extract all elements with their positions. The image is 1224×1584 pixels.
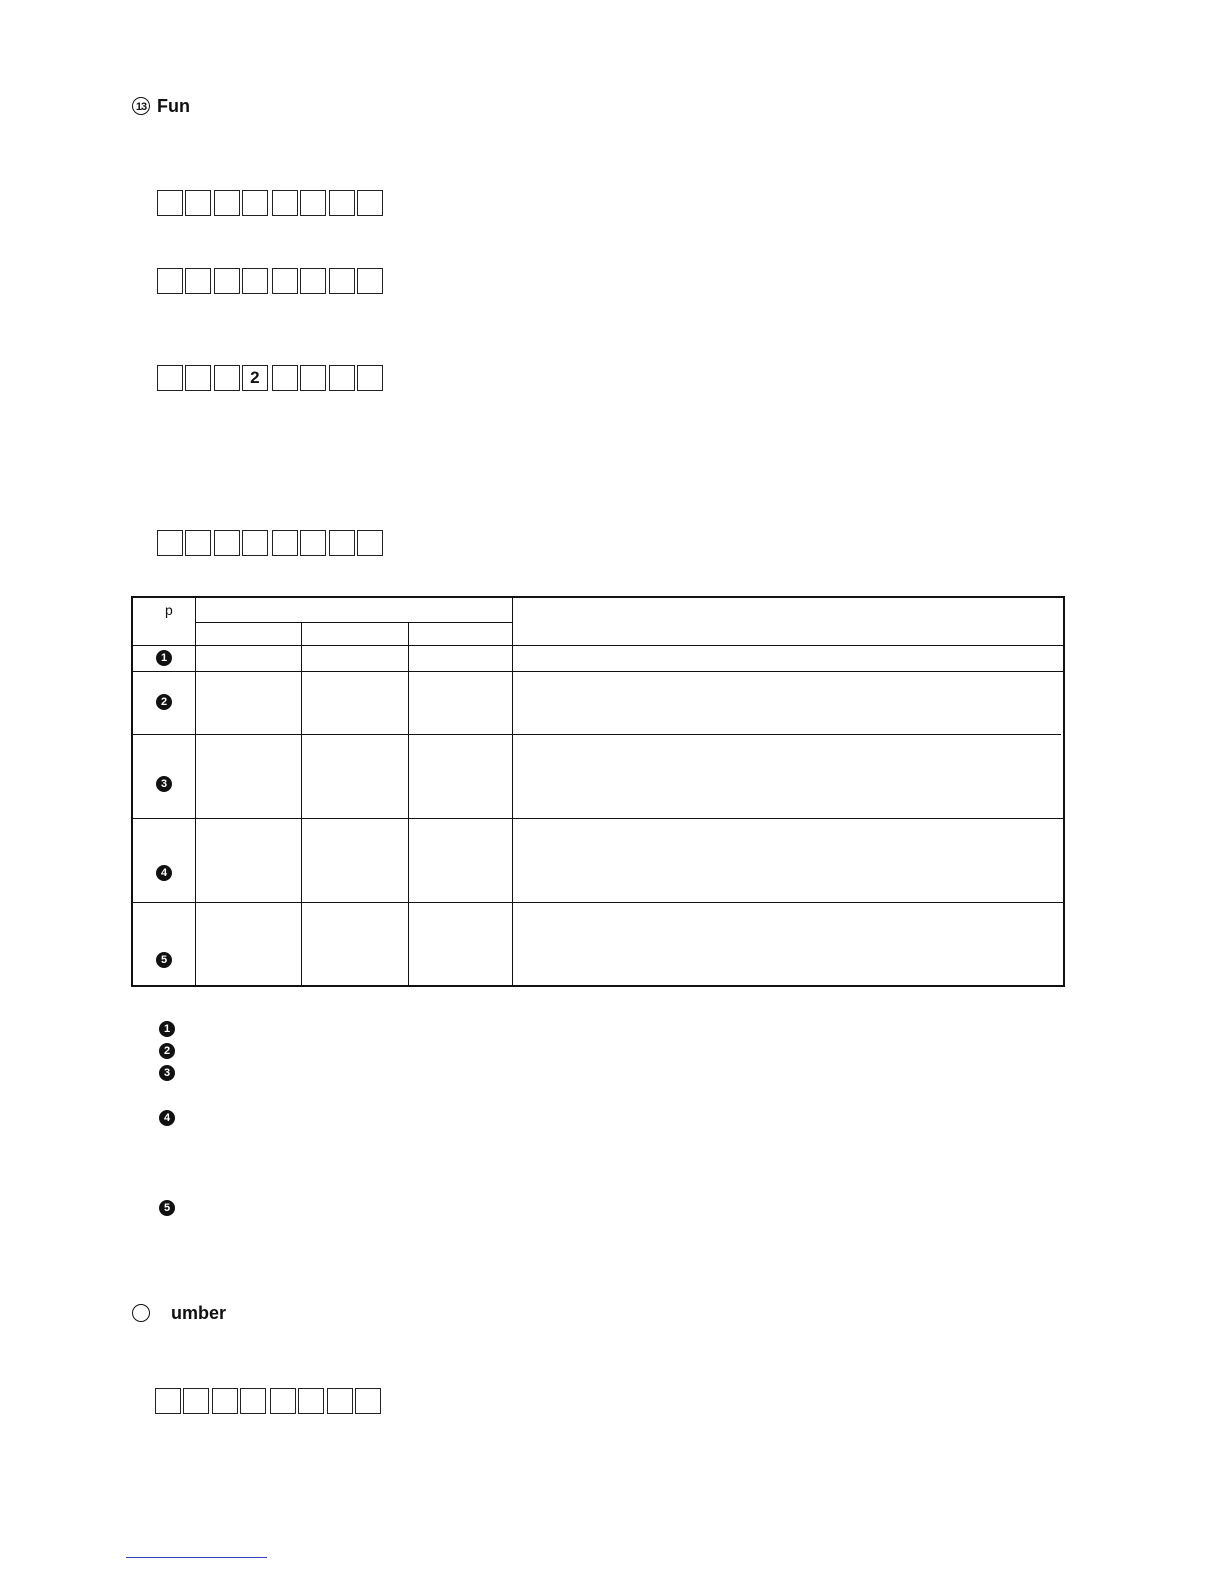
display-digit [214,365,240,391]
display-digit [185,530,211,556]
row-marker-4-icon: 4 [156,865,172,881]
display-digit [157,530,183,556]
display-digit [298,1388,324,1414]
display-digit [242,190,268,216]
display-digit [300,268,326,294]
display-digit [185,268,211,294]
display-digit [183,1388,209,1414]
note-marker-5-icon: 5 [159,1200,175,1216]
display-digit [272,190,298,216]
display-boxes-5 [155,1388,383,1414]
display-boxes-2 [157,268,385,294]
display-digit [272,268,298,294]
display-digit [214,530,240,556]
display-digit [355,1388,381,1414]
display-digit [157,268,183,294]
display-boxes-4 [157,530,385,556]
display-digit [357,268,383,294]
display-digit [327,1388,353,1414]
display-digit [242,268,268,294]
display-digit [185,365,211,391]
display-digit [157,190,183,216]
table-header-label: p [165,602,173,618]
display-digit [357,530,383,556]
circled-number-icon: 13 [132,97,150,115]
note-marker-2-icon: 2 [159,1043,175,1059]
display-digit: 2 [242,365,268,391]
spec-table [131,596,1065,987]
note-marker-4-icon: 4 [159,1110,175,1126]
row-marker-5-icon: 5 [156,952,172,968]
display-digit [212,1388,238,1414]
display-digit [270,1388,296,1414]
display-digit [240,1388,266,1414]
circled-number-icon [132,1304,150,1322]
footer-rule [126,1557,267,1558]
display-digit [155,1388,181,1414]
row-marker-1-icon: 1 [156,650,172,666]
display-digit [329,530,355,556]
display-digit [300,530,326,556]
display-digit [357,190,383,216]
display-boxes-1 [157,190,385,216]
section-heading-number [132,1303,226,1323]
section-title: Fun [157,96,190,116]
section-title: umber [171,1303,227,1323]
display-digit [185,190,211,216]
display-digit [300,365,326,391]
row-marker-2-icon: 2 [156,694,172,710]
row-marker-3-icon: 3 [156,776,172,792]
section-heading-fun [132,96,190,116]
display-digit [214,268,240,294]
display-digit [272,530,298,556]
note-marker-1-icon: 1 [159,1021,175,1037]
display-digit [300,190,326,216]
display-digit [329,365,355,391]
display-digit [329,268,355,294]
display-digit [214,190,240,216]
display-digit [157,365,183,391]
display-digit [242,530,268,556]
display-boxes-3 [157,365,385,391]
display-digit [357,365,383,391]
display-digit [329,190,355,216]
note-marker-3-icon: 3 [159,1065,175,1081]
display-digit [272,365,298,391]
